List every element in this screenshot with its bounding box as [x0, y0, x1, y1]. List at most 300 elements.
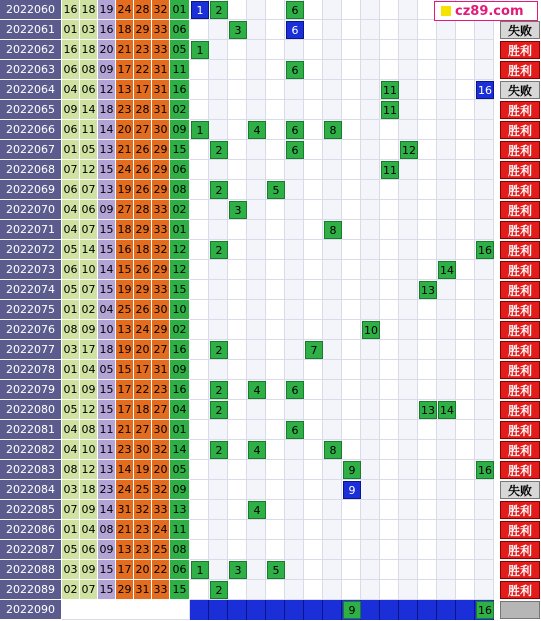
grid-cell	[323, 520, 342, 540]
hit-marker[interactable]: 6	[286, 141, 304, 159]
grid-cell	[323, 60, 342, 80]
grid-cell	[361, 300, 380, 320]
grid-cell	[304, 120, 323, 140]
draw-number: 07	[80, 580, 98, 600]
grid-cell	[418, 80, 437, 100]
grid-cell	[399, 380, 418, 400]
grid-cell	[418, 100, 437, 120]
draw-number: 23	[134, 540, 152, 560]
grid-cell	[266, 280, 285, 300]
grid-cell	[342, 180, 361, 200]
draw-number: 08	[170, 180, 190, 200]
hit-marker[interactable]: 2	[210, 381, 228, 399]
grid-cell	[266, 380, 285, 400]
grid-cell	[475, 260, 494, 280]
grid-cell	[228, 0, 247, 20]
grid-cell	[247, 140, 266, 160]
grid-cell	[361, 80, 380, 100]
draw-number: 01	[170, 0, 190, 20]
hit-marker[interactable]: 11	[381, 81, 399, 99]
draw-number: 29	[152, 320, 170, 340]
draw-number: 10	[98, 320, 116, 340]
grid-cell	[399, 200, 418, 220]
issue-number: 2022087	[0, 540, 62, 560]
grid-cell	[304, 220, 323, 240]
lose-badge: 失败	[500, 21, 540, 39]
grid-cell	[247, 320, 266, 340]
grid-cell	[304, 240, 323, 260]
grid-cell	[399, 60, 418, 80]
grid-cell	[437, 420, 456, 440]
hit-marker[interactable]: 11	[381, 101, 399, 119]
draw-number: 25	[152, 540, 170, 560]
draw-number: 18	[98, 340, 116, 360]
site-logo[interactable]	[434, 1, 538, 21]
hit-marker[interactable]: 11	[381, 161, 399, 179]
hit-marker[interactable]: 6	[286, 381, 304, 399]
grid-cell	[399, 160, 418, 180]
grid-cell	[475, 220, 494, 240]
grid-cell	[456, 360, 475, 380]
grid-cell	[266, 320, 285, 340]
grid-cell	[266, 80, 285, 100]
hit-marker[interactable]: 6	[286, 61, 304, 79]
grid-cell	[266, 220, 285, 240]
grid-cell	[380, 240, 399, 260]
draw-number: 15	[98, 380, 116, 400]
forecast-bar-cell	[285, 600, 304, 620]
grid-cell	[380, 280, 399, 300]
grid-cell	[399, 280, 418, 300]
grid-cell	[304, 580, 323, 600]
grid-cell	[323, 100, 342, 120]
hit-marker[interactable]: 1	[191, 121, 209, 139]
grid-cell	[323, 460, 342, 480]
grid-cell	[323, 560, 342, 580]
grid-cell	[475, 480, 494, 500]
draw-number: 14	[80, 240, 98, 260]
issue-number: 2022062	[0, 40, 62, 60]
grid-cell	[399, 360, 418, 380]
grid-cell	[418, 360, 437, 380]
grid-cell	[247, 20, 266, 40]
grid-cell	[209, 360, 228, 380]
hit-marker[interactable]: 8	[324, 441, 342, 459]
draw-number: 15	[116, 360, 134, 380]
grid-cell	[475, 520, 494, 540]
draw-number: 29	[116, 580, 134, 600]
grid-cell	[342, 100, 361, 120]
grid-cell	[228, 520, 247, 540]
forecast-bar-cell	[304, 600, 323, 620]
draw-number: 10	[80, 260, 98, 280]
lose-badge: 失败	[500, 81, 540, 99]
grid-cell	[437, 200, 456, 220]
draw-number: 09	[80, 500, 98, 520]
draw-number: 26	[134, 260, 152, 280]
grid-cell	[266, 340, 285, 360]
hit-marker[interactable]: 16	[476, 81, 494, 99]
grid-cell	[228, 420, 247, 440]
draw-number: 01	[62, 380, 80, 400]
grid-cell	[475, 40, 494, 60]
hit-marker[interactable]: 4	[248, 121, 266, 139]
grid-cell	[190, 280, 209, 300]
grid-cell	[475, 420, 494, 440]
win-badge: 胜利	[500, 101, 540, 119]
grid-cell	[418, 500, 437, 520]
grid-cell	[475, 380, 494, 400]
grid-cell	[247, 220, 266, 240]
hit-marker[interactable]: 3	[229, 201, 247, 219]
grid-cell	[418, 320, 437, 340]
grid-cell	[437, 460, 456, 480]
grid-cell	[190, 540, 209, 560]
draw-number: 21	[116, 520, 134, 540]
grid-cell	[228, 380, 247, 400]
draw-number: 06	[80, 200, 98, 220]
grid-cell	[323, 180, 342, 200]
forecast-bar-cell	[266, 600, 285, 620]
draw-number: 11	[98, 440, 116, 460]
draw-number: 23	[116, 100, 134, 120]
draw-number: 17	[134, 360, 152, 380]
hit-marker[interactable]: 8	[324, 221, 342, 239]
draw-number: 12	[170, 240, 190, 260]
grid-cell	[475, 160, 494, 180]
grid-cell	[399, 100, 418, 120]
grid-cell	[228, 360, 247, 380]
grid-cell	[190, 180, 209, 200]
grid-cell	[475, 340, 494, 360]
hit-marker[interactable]: 12	[400, 141, 418, 159]
draw-number: 11	[80, 120, 98, 140]
grid-cell	[456, 440, 475, 460]
grid-cell	[418, 200, 437, 220]
issue-number: 2022075	[0, 300, 62, 320]
draw-number: 14	[116, 460, 134, 480]
hit-marker[interactable]: 2	[210, 401, 228, 419]
draw-number: 19	[116, 180, 134, 200]
draw-number: 23	[116, 440, 134, 460]
hit-marker[interactable]: 16	[476, 241, 494, 259]
hit-marker[interactable]: 8	[324, 121, 342, 139]
hit-marker[interactable]: 6	[286, 1, 304, 19]
draw-number: 29	[152, 160, 170, 180]
draw-number: 18	[134, 240, 152, 260]
grid-cell	[342, 580, 361, 600]
hit-marker[interactable]: 9	[343, 601, 361, 619]
grid-cell	[418, 180, 437, 200]
grid-cell	[361, 40, 380, 60]
hit-marker[interactable]: 7	[305, 341, 323, 359]
grid-cell	[380, 480, 399, 500]
draw-number: 14	[170, 440, 190, 460]
grid-cell	[228, 340, 247, 360]
grid-cell	[323, 240, 342, 260]
draw-number: 30	[152, 120, 170, 140]
grid-cell	[209, 120, 228, 140]
hit-marker[interactable]: 14	[438, 261, 456, 279]
draw-number: 22	[134, 380, 152, 400]
grid-cell	[475, 560, 494, 580]
grid-cell	[190, 20, 209, 40]
hit-marker[interactable]: 14	[438, 401, 456, 419]
issue-number: 2022065	[0, 100, 62, 120]
hit-marker[interactable]: 4	[248, 441, 266, 459]
grid-cell	[399, 80, 418, 100]
draw-number: 01	[62, 20, 80, 40]
grid-cell	[285, 100, 304, 120]
grid-cell	[266, 60, 285, 80]
draw-number: 08	[170, 540, 190, 560]
grid-cell	[209, 220, 228, 240]
draw-number: 23	[98, 480, 116, 500]
grid-cell	[361, 340, 380, 360]
grid-cell	[247, 580, 266, 600]
grid-cell	[399, 480, 418, 500]
draw-number: 03	[62, 340, 80, 360]
draw-number: 12	[170, 260, 190, 280]
draw-number: 27	[134, 420, 152, 440]
draw-number: 15	[98, 240, 116, 260]
draw-number: 26	[134, 300, 152, 320]
hit-marker[interactable]: 9	[343, 461, 361, 479]
issue-number: 2022074	[0, 280, 62, 300]
grid-cell	[380, 400, 399, 420]
draw-number: 07	[62, 160, 80, 180]
hit-marker[interactable]: 1	[191, 41, 209, 59]
grid-cell	[456, 80, 475, 100]
hit-marker[interactable]: 3	[229, 561, 247, 579]
issue-number: 2022079	[0, 380, 62, 400]
grid-cell	[304, 40, 323, 60]
grid-cell	[361, 0, 380, 20]
draw-number: 15	[98, 400, 116, 420]
grid-cell	[285, 300, 304, 320]
draw-number: 14	[80, 100, 98, 120]
hit-marker[interactable]: 4	[248, 381, 266, 399]
draw-number: 15	[98, 560, 116, 580]
grid-cell	[285, 260, 304, 280]
grid-cell	[380, 20, 399, 40]
grid-cell	[418, 60, 437, 80]
grid-cell	[247, 60, 266, 80]
grid-cell	[228, 320, 247, 340]
issue-number: 2022061	[0, 20, 62, 40]
draw-number: 14	[98, 120, 116, 140]
logo-square-icon	[441, 6, 451, 16]
issue-number: 2022064	[0, 80, 62, 100]
draw-number: 03	[62, 560, 80, 580]
grid-cell	[304, 0, 323, 20]
win-badge: 胜利	[500, 441, 540, 459]
draw-number: 13	[98, 460, 116, 480]
grid-cell	[304, 260, 323, 280]
grid-cell	[418, 160, 437, 180]
grid-cell	[228, 300, 247, 320]
grid-cell	[247, 260, 266, 280]
hit-marker[interactable]: 13	[419, 281, 437, 299]
issue-number: 2022073	[0, 260, 62, 280]
issue-number: 2022069	[0, 180, 62, 200]
grid-cell	[323, 380, 342, 400]
win-badge: 胜利	[500, 61, 540, 79]
grid-cell	[456, 560, 475, 580]
forecast-bar-cell	[228, 600, 247, 620]
hit-marker[interactable]: 13	[419, 401, 437, 419]
hit-marker[interactable]: 5	[267, 181, 285, 199]
issue-number: 2022067	[0, 140, 62, 160]
hit-marker[interactable]: 6	[286, 121, 304, 139]
hit-marker[interactable]: 6	[286, 421, 304, 439]
grid-cell	[437, 60, 456, 80]
draw-number: 24	[116, 0, 134, 20]
grid-cell	[475, 200, 494, 220]
grid-cell	[342, 20, 361, 40]
win-badge: 胜利	[500, 141, 540, 159]
grid-cell	[361, 500, 380, 520]
hit-marker[interactable]: 2	[210, 141, 228, 159]
grid-cell	[475, 60, 494, 80]
grid-cell	[228, 240, 247, 260]
grid-cell	[304, 500, 323, 520]
hit-marker[interactable]: 2	[210, 341, 228, 359]
grid-cell	[456, 500, 475, 520]
grid-cell	[342, 120, 361, 140]
win-badge: 胜利	[500, 361, 540, 379]
hit-marker[interactable]: 5	[267, 561, 285, 579]
grid-cell	[380, 200, 399, 220]
draw-number: 17	[80, 340, 98, 360]
grid-cell	[247, 80, 266, 100]
forecast-bar-cell	[190, 600, 209, 620]
grid-cell	[380, 140, 399, 160]
draw-number: 06	[62, 120, 80, 140]
grid-cell	[475, 440, 494, 460]
grid-cell	[437, 280, 456, 300]
grid-cell	[399, 20, 418, 40]
draw-number: 06	[62, 60, 80, 80]
grid-cell	[361, 140, 380, 160]
grid-cell	[399, 0, 418, 20]
grid-cell	[247, 0, 266, 20]
grid-cell	[266, 0, 285, 20]
draw-number: 15	[98, 580, 116, 600]
grid-cell	[190, 380, 209, 400]
draw-number: 31	[116, 500, 134, 520]
draw-number: 04	[62, 420, 80, 440]
draw-number: 03	[62, 480, 80, 500]
grid-cell	[418, 480, 437, 500]
draw-number: 17	[134, 80, 152, 100]
grid-cell	[304, 280, 323, 300]
grid-cell	[361, 580, 380, 600]
draw-number: 20	[134, 340, 152, 360]
grid-cell	[209, 80, 228, 100]
grid-cell	[285, 40, 304, 60]
draw-number: 16	[116, 240, 134, 260]
draw-number: 33	[152, 200, 170, 220]
grid-cell	[418, 520, 437, 540]
hit-marker[interactable]: 16	[476, 601, 494, 619]
hit-marker[interactable]: 9	[343, 481, 361, 499]
grid-cell	[323, 400, 342, 420]
hit-marker[interactable]: 1	[191, 1, 209, 19]
draw-number: 30	[134, 440, 152, 460]
grid-cell	[361, 440, 380, 460]
grid-cell	[342, 80, 361, 100]
grid-cell	[209, 160, 228, 180]
grid-cell	[190, 160, 209, 180]
grid-cell	[361, 180, 380, 200]
draw-number: 21	[116, 140, 134, 160]
draw-number: 15	[116, 260, 134, 280]
issue-number: 2022086	[0, 520, 62, 540]
grid-cell	[361, 460, 380, 480]
grid-cell	[418, 340, 437, 360]
draw-number: 31	[152, 80, 170, 100]
grid-cell	[266, 480, 285, 500]
result-empty	[500, 601, 540, 619]
grid-cell	[380, 420, 399, 440]
grid-cell	[266, 420, 285, 440]
grid-cell	[285, 540, 304, 560]
draw-number: 04	[62, 80, 80, 100]
hit-marker[interactable]: 3	[229, 21, 247, 39]
hit-marker[interactable]: 2	[210, 241, 228, 259]
draw-number: 09	[170, 480, 190, 500]
grid-cell	[285, 240, 304, 260]
draw-number: 06	[80, 540, 98, 560]
hit-marker[interactable]: 2	[210, 581, 228, 599]
grid-cell	[361, 200, 380, 220]
grid-cell	[361, 160, 380, 180]
hit-marker[interactable]: 2	[210, 1, 228, 19]
grid-cell	[456, 60, 475, 80]
grid-cell	[228, 40, 247, 60]
grid-cell	[380, 260, 399, 280]
forecast-bar-cell	[323, 600, 342, 620]
grid-cell	[190, 200, 209, 220]
win-badge: 胜利	[500, 401, 540, 419]
draw-number: 15	[170, 140, 190, 160]
hit-marker[interactable]: 10	[362, 321, 380, 339]
grid-cell	[456, 380, 475, 400]
grid-cell	[304, 160, 323, 180]
grid-cell	[190, 440, 209, 460]
hit-marker[interactable]: 2	[210, 441, 228, 459]
draw-number: 16	[170, 380, 190, 400]
hit-marker[interactable]: 6	[286, 21, 304, 39]
grid-cell	[342, 240, 361, 260]
grid-cell	[437, 360, 456, 380]
draw-number: 24	[116, 480, 134, 500]
hit-marker[interactable]: 16	[476, 461, 494, 479]
grid-cell	[304, 440, 323, 460]
hit-marker[interactable]: 1	[191, 561, 209, 579]
grid-cell	[266, 140, 285, 160]
grid-cell	[304, 360, 323, 380]
hit-marker[interactable]: 4	[248, 501, 266, 519]
draw-number: 08	[62, 320, 80, 340]
issue-number: 2022068	[0, 160, 62, 180]
grid-cell	[399, 260, 418, 280]
draw-number: 19	[116, 280, 134, 300]
draw-number: 04	[62, 440, 80, 460]
grid-cell	[209, 200, 228, 220]
hit-marker[interactable]: 2	[210, 181, 228, 199]
